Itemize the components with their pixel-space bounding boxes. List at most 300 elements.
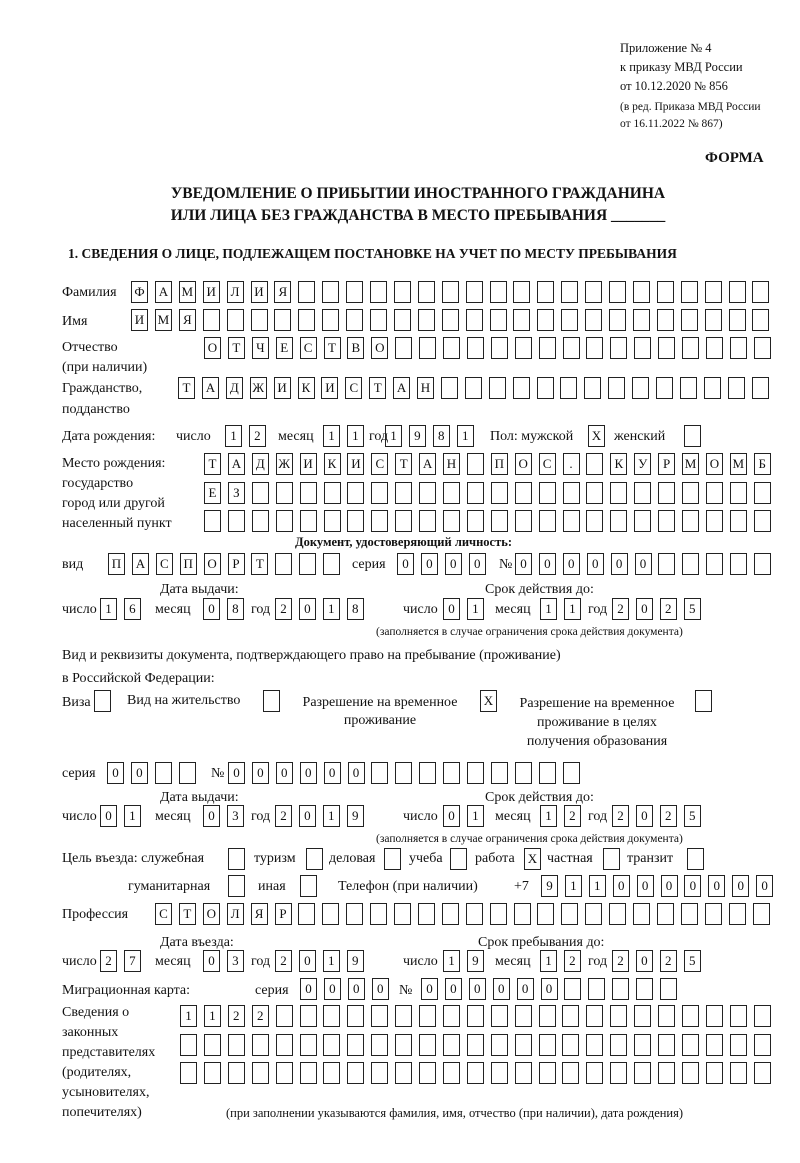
char-cell[interactable]: [562, 1005, 579, 1027]
char-cell[interactable]: [658, 337, 675, 359]
char-cell[interactable]: Р: [658, 453, 675, 475]
char-cell[interactable]: [322, 281, 339, 303]
char-cell[interactable]: 5: [684, 598, 701, 620]
char-cell[interactable]: [609, 281, 626, 303]
char-cell[interactable]: [563, 762, 580, 784]
char-cell[interactable]: 0: [100, 805, 117, 827]
char-cell[interactable]: О: [371, 337, 388, 359]
char-cell[interactable]: 1: [323, 805, 340, 827]
char-cell[interactable]: [680, 377, 697, 399]
char-cell[interactable]: 0: [469, 553, 486, 575]
char-cell[interactable]: М: [730, 453, 747, 475]
char-cell[interactable]: Я: [274, 281, 291, 303]
char-cell[interactable]: [395, 482, 412, 504]
checkbox[interactable]: [695, 690, 712, 712]
char-cell[interactable]: [754, 510, 771, 532]
char-cell[interactable]: 0: [732, 875, 749, 897]
char-cell[interactable]: [276, 510, 293, 532]
char-cell[interactable]: [729, 309, 746, 331]
char-cell[interactable]: [730, 553, 747, 575]
char-cell[interactable]: [491, 1034, 508, 1056]
char-cell[interactable]: [586, 1034, 603, 1056]
char-cell[interactable]: [585, 309, 602, 331]
checkbox[interactable]: [603, 848, 620, 870]
char-cell[interactable]: 5: [684, 950, 701, 972]
char-cell[interactable]: А: [155, 281, 172, 303]
char-cell[interactable]: [467, 510, 484, 532]
char-cell[interactable]: [419, 510, 436, 532]
checkbox[interactable]: [228, 848, 245, 870]
char-cell[interactable]: [419, 762, 436, 784]
char-cell[interactable]: [323, 1005, 340, 1027]
char-cell[interactable]: [682, 1062, 699, 1084]
char-cell[interactable]: [228, 1062, 245, 1084]
char-cell[interactable]: [562, 1034, 579, 1056]
char-cell[interactable]: [634, 337, 651, 359]
char-cell[interactable]: 6: [124, 598, 141, 620]
char-cell[interactable]: [562, 1062, 579, 1084]
checkbox[interactable]: [687, 848, 704, 870]
char-cell[interactable]: 0: [397, 553, 414, 575]
char-cell[interactable]: С: [371, 453, 388, 475]
char-cell[interactable]: [227, 309, 244, 331]
char-cell[interactable]: [395, 1005, 412, 1027]
char-cell[interactable]: 1: [565, 875, 582, 897]
char-cell[interactable]: [204, 510, 221, 532]
char-cell[interactable]: [180, 1062, 197, 1084]
char-cell[interactable]: [682, 510, 699, 532]
char-cell[interactable]: [252, 482, 269, 504]
char-cell[interactable]: 1: [347, 425, 364, 447]
char-cell[interactable]: [634, 482, 651, 504]
char-cell[interactable]: А: [202, 377, 219, 399]
char-cell[interactable]: 1: [225, 425, 242, 447]
char-cell[interactable]: К: [324, 453, 341, 475]
char-cell[interactable]: 0: [372, 978, 389, 1000]
char-cell[interactable]: [490, 309, 507, 331]
char-cell[interactable]: [491, 1062, 508, 1084]
char-cell[interactable]: 1: [323, 425, 340, 447]
char-cell[interactable]: [561, 903, 578, 925]
checkbox[interactable]: [450, 848, 467, 870]
char-cell[interactable]: 8: [227, 598, 244, 620]
char-cell[interactable]: [730, 482, 747, 504]
char-cell[interactable]: 2: [275, 805, 292, 827]
char-cell[interactable]: [251, 309, 268, 331]
char-cell[interactable]: Ж: [250, 377, 267, 399]
char-cell[interactable]: И: [251, 281, 268, 303]
char-cell[interactable]: [323, 553, 340, 575]
char-cell[interactable]: [489, 377, 506, 399]
char-cell[interactable]: 0: [421, 553, 438, 575]
char-cell[interactable]: [418, 281, 435, 303]
char-cell[interactable]: [564, 978, 581, 1000]
char-cell[interactable]: [491, 510, 508, 532]
char-cell[interactable]: А: [393, 377, 410, 399]
char-cell[interactable]: И: [321, 377, 338, 399]
char-cell[interactable]: [584, 377, 601, 399]
char-cell[interactable]: 0: [637, 875, 654, 897]
char-cell[interactable]: [371, 1034, 388, 1056]
char-cell[interactable]: [419, 482, 436, 504]
char-cell[interactable]: [347, 1034, 364, 1056]
char-cell[interactable]: 1: [540, 805, 557, 827]
char-cell[interactable]: 0: [324, 762, 341, 784]
char-cell[interactable]: М: [155, 309, 172, 331]
char-cell[interactable]: [443, 337, 460, 359]
char-cell[interactable]: [467, 482, 484, 504]
checkbox[interactable]: [306, 848, 323, 870]
char-cell[interactable]: [658, 553, 675, 575]
char-cell[interactable]: [276, 482, 293, 504]
char-cell[interactable]: 1: [467, 805, 484, 827]
char-cell[interactable]: 0: [445, 553, 462, 575]
char-cell[interactable]: 3: [227, 805, 244, 827]
char-cell[interactable]: [252, 1062, 269, 1084]
char-cell[interactable]: И: [300, 453, 317, 475]
char-cell[interactable]: [370, 309, 387, 331]
char-cell[interactable]: [300, 1005, 317, 1027]
char-cell[interactable]: 9: [409, 425, 426, 447]
char-cell[interactable]: [443, 1005, 460, 1027]
char-cell[interactable]: [660, 978, 677, 1000]
char-cell[interactable]: [347, 1062, 364, 1084]
char-cell[interactable]: [586, 453, 603, 475]
char-cell[interactable]: [466, 281, 483, 303]
char-cell[interactable]: И: [203, 281, 220, 303]
char-cell[interactable]: [179, 762, 196, 784]
char-cell[interactable]: 0: [636, 805, 653, 827]
checkbox[interactable]: [384, 848, 401, 870]
char-cell[interactable]: 2: [275, 950, 292, 972]
char-cell[interactable]: [537, 377, 554, 399]
char-cell[interactable]: С: [156, 553, 173, 575]
char-cell[interactable]: Ж: [276, 453, 293, 475]
char-cell[interactable]: [730, 1034, 747, 1056]
char-cell[interactable]: [609, 309, 626, 331]
char-cell[interactable]: 5: [684, 805, 701, 827]
char-cell[interactable]: [274, 309, 291, 331]
char-cell[interactable]: А: [132, 553, 149, 575]
char-cell[interactable]: [563, 510, 580, 532]
char-cell[interactable]: 2: [228, 1005, 245, 1027]
char-cell[interactable]: [610, 1034, 627, 1056]
char-cell[interactable]: [515, 510, 532, 532]
char-cell[interactable]: [730, 1062, 747, 1084]
char-cell[interactable]: [561, 281, 578, 303]
char-cell[interactable]: [610, 1005, 627, 1027]
char-cell[interactable]: 0: [299, 805, 316, 827]
char-cell[interactable]: З: [228, 482, 245, 504]
char-cell[interactable]: [467, 337, 484, 359]
char-cell[interactable]: 2: [612, 598, 629, 620]
char-cell[interactable]: [322, 309, 339, 331]
char-cell[interactable]: [706, 1005, 723, 1027]
char-cell[interactable]: А: [228, 453, 245, 475]
char-cell[interactable]: 0: [708, 875, 725, 897]
char-cell[interactable]: [705, 903, 722, 925]
char-cell[interactable]: [585, 281, 602, 303]
char-cell[interactable]: [705, 309, 722, 331]
char-cell[interactable]: [347, 482, 364, 504]
checkbox[interactable]: X: [480, 690, 497, 712]
char-cell[interactable]: [561, 309, 578, 331]
char-cell[interactable]: [467, 1062, 484, 1084]
char-cell[interactable]: Ч: [252, 337, 269, 359]
char-cell[interactable]: [370, 903, 387, 925]
char-cell[interactable]: [563, 482, 580, 504]
char-cell[interactable]: [658, 1062, 675, 1084]
char-cell[interactable]: [371, 762, 388, 784]
char-cell[interactable]: 9: [347, 950, 364, 972]
char-cell[interactable]: [563, 337, 580, 359]
char-cell[interactable]: 0: [299, 598, 316, 620]
char-cell[interactable]: [204, 1034, 221, 1056]
checkbox[interactable]: [263, 690, 280, 712]
char-cell[interactable]: О: [203, 903, 220, 925]
char-cell[interactable]: [298, 903, 315, 925]
char-cell[interactable]: 0: [613, 875, 630, 897]
char-cell[interactable]: 0: [443, 598, 460, 620]
char-cell[interactable]: [418, 309, 435, 331]
char-cell[interactable]: [466, 309, 483, 331]
char-cell[interactable]: [299, 553, 316, 575]
char-cell[interactable]: О: [204, 553, 221, 575]
char-cell[interactable]: 0: [563, 553, 580, 575]
char-cell[interactable]: [203, 309, 220, 331]
char-cell[interactable]: [324, 510, 341, 532]
char-cell[interactable]: [443, 1062, 460, 1084]
char-cell[interactable]: С: [345, 377, 362, 399]
char-cell[interactable]: [394, 903, 411, 925]
char-cell[interactable]: 1: [124, 805, 141, 827]
char-cell[interactable]: [513, 281, 530, 303]
char-cell[interactable]: 0: [299, 950, 316, 972]
char-cell[interactable]: [706, 1062, 723, 1084]
char-cell[interactable]: [588, 978, 605, 1000]
char-cell[interactable]: [180, 1034, 197, 1056]
char-cell[interactable]: [346, 281, 363, 303]
char-cell[interactable]: 1: [457, 425, 474, 447]
char-cell[interactable]: [394, 281, 411, 303]
char-cell[interactable]: 0: [587, 553, 604, 575]
char-cell[interactable]: 2: [660, 950, 677, 972]
char-cell[interactable]: .: [563, 453, 580, 475]
char-cell[interactable]: [586, 482, 603, 504]
char-cell[interactable]: [682, 337, 699, 359]
char-cell[interactable]: 7: [124, 950, 141, 972]
char-cell[interactable]: К: [298, 377, 315, 399]
char-cell[interactable]: [467, 453, 484, 475]
char-cell[interactable]: [491, 337, 508, 359]
char-cell[interactable]: 2: [660, 805, 677, 827]
char-cell[interactable]: [515, 337, 532, 359]
char-cell[interactable]: 0: [421, 978, 438, 1000]
char-cell[interactable]: [634, 510, 651, 532]
char-cell[interactable]: 2: [564, 805, 581, 827]
char-cell[interactable]: [324, 482, 341, 504]
char-cell[interactable]: [706, 553, 723, 575]
char-cell[interactable]: [276, 1034, 293, 1056]
char-cell[interactable]: [586, 1062, 603, 1084]
char-cell[interactable]: 1: [589, 875, 606, 897]
char-cell[interactable]: [730, 1005, 747, 1027]
char-cell[interactable]: И: [347, 453, 364, 475]
char-cell[interactable]: [658, 1034, 675, 1056]
char-cell[interactable]: 1: [323, 598, 340, 620]
char-cell[interactable]: [754, 1005, 771, 1027]
char-cell[interactable]: [609, 903, 626, 925]
char-cell[interactable]: 0: [107, 762, 124, 784]
char-cell[interactable]: 0: [252, 762, 269, 784]
char-cell[interactable]: Д: [226, 377, 243, 399]
char-cell[interactable]: [705, 281, 722, 303]
char-cell[interactable]: [323, 1062, 340, 1084]
checkbox[interactable]: [228, 875, 245, 897]
char-cell[interactable]: 2: [249, 425, 266, 447]
char-cell[interactable]: 9: [347, 805, 364, 827]
char-cell[interactable]: А: [419, 453, 436, 475]
char-cell[interactable]: [395, 762, 412, 784]
char-cell[interactable]: [419, 1005, 436, 1027]
char-cell[interactable]: 0: [517, 978, 534, 1000]
char-cell[interactable]: 0: [300, 978, 317, 1000]
char-cell[interactable]: Н: [443, 453, 460, 475]
char-cell[interactable]: П: [108, 553, 125, 575]
char-cell[interactable]: [513, 309, 530, 331]
char-cell[interactable]: 1: [100, 598, 117, 620]
char-cell[interactable]: О: [706, 453, 723, 475]
char-cell[interactable]: Я: [179, 309, 196, 331]
char-cell[interactable]: [515, 482, 532, 504]
char-cell[interactable]: [704, 377, 721, 399]
char-cell[interactable]: 0: [348, 978, 365, 1000]
char-cell[interactable]: [371, 1005, 388, 1027]
char-cell[interactable]: [537, 903, 554, 925]
char-cell[interactable]: 9: [467, 950, 484, 972]
char-cell[interactable]: 0: [636, 598, 653, 620]
char-cell[interactable]: [276, 1005, 293, 1027]
char-cell[interactable]: С: [300, 337, 317, 359]
char-cell[interactable]: [657, 309, 674, 331]
char-cell[interactable]: [658, 510, 675, 532]
char-cell[interactable]: Т: [395, 453, 412, 475]
char-cell[interactable]: [155, 762, 172, 784]
char-cell[interactable]: [514, 903, 531, 925]
char-cell[interactable]: [322, 903, 339, 925]
char-cell[interactable]: [300, 482, 317, 504]
char-cell[interactable]: Е: [276, 337, 293, 359]
char-cell[interactable]: [585, 903, 602, 925]
char-cell[interactable]: [276, 1062, 293, 1084]
char-cell[interactable]: [323, 1034, 340, 1056]
char-cell[interactable]: О: [515, 453, 532, 475]
char-cell[interactable]: [754, 1034, 771, 1056]
char-cell[interactable]: [682, 553, 699, 575]
char-cell[interactable]: [633, 309, 650, 331]
char-cell[interactable]: [656, 377, 673, 399]
char-cell[interactable]: [752, 309, 769, 331]
char-cell[interactable]: [467, 1005, 484, 1027]
char-cell[interactable]: 0: [635, 553, 652, 575]
char-cell[interactable]: 0: [493, 978, 510, 1000]
char-cell[interactable]: [681, 309, 698, 331]
char-cell[interactable]: 0: [661, 875, 678, 897]
char-cell[interactable]: [418, 903, 435, 925]
char-cell[interactable]: [634, 1034, 651, 1056]
char-cell[interactable]: [395, 510, 412, 532]
char-cell[interactable]: [682, 1034, 699, 1056]
char-cell[interactable]: [491, 762, 508, 784]
char-cell[interactable]: [539, 510, 556, 532]
char-cell[interactable]: [657, 281, 674, 303]
checkbox[interactable]: [300, 875, 317, 897]
char-cell[interactable]: 0: [611, 553, 628, 575]
char-cell[interactable]: [466, 903, 483, 925]
char-cell[interactable]: 0: [276, 762, 293, 784]
char-cell[interactable]: [490, 281, 507, 303]
char-cell[interactable]: [275, 553, 292, 575]
char-cell[interactable]: [252, 1034, 269, 1056]
char-cell[interactable]: [728, 377, 745, 399]
char-cell[interactable]: 0: [684, 875, 701, 897]
char-cell[interactable]: У: [634, 453, 651, 475]
char-cell[interactable]: 8: [347, 598, 364, 620]
char-cell[interactable]: 2: [252, 1005, 269, 1027]
char-cell[interactable]: [346, 903, 363, 925]
char-cell[interactable]: [395, 1034, 412, 1056]
char-cell[interactable]: 1: [564, 598, 581, 620]
char-cell[interactable]: [443, 762, 460, 784]
char-cell[interactable]: 9: [541, 875, 558, 897]
char-cell[interactable]: 0: [348, 762, 365, 784]
char-cell[interactable]: [634, 1062, 651, 1084]
char-cell[interactable]: 1: [540, 950, 557, 972]
char-cell[interactable]: Н: [417, 377, 434, 399]
char-cell[interactable]: 0: [636, 950, 653, 972]
char-cell[interactable]: 2: [612, 805, 629, 827]
char-cell[interactable]: [753, 903, 770, 925]
char-cell[interactable]: 0: [324, 978, 341, 1000]
char-cell[interactable]: [298, 309, 315, 331]
char-cell[interactable]: Я: [251, 903, 268, 925]
char-cell[interactable]: 2: [612, 950, 629, 972]
char-cell[interactable]: [443, 1034, 460, 1056]
char-cell[interactable]: [539, 1062, 556, 1084]
char-cell[interactable]: [515, 1005, 532, 1027]
char-cell[interactable]: 0: [203, 805, 220, 827]
char-cell[interactable]: [586, 337, 603, 359]
char-cell[interactable]: Т: [324, 337, 341, 359]
char-cell[interactable]: [300, 510, 317, 532]
char-cell[interactable]: [560, 377, 577, 399]
char-cell[interactable]: [465, 377, 482, 399]
char-cell[interactable]: [347, 1005, 364, 1027]
char-cell[interactable]: [706, 482, 723, 504]
char-cell[interactable]: 1: [443, 950, 460, 972]
char-cell[interactable]: [633, 281, 650, 303]
char-cell[interactable]: [490, 903, 507, 925]
char-cell[interactable]: [515, 1062, 532, 1084]
char-cell[interactable]: С: [155, 903, 172, 925]
char-cell[interactable]: [491, 1005, 508, 1027]
char-cell[interactable]: [610, 510, 627, 532]
char-cell[interactable]: [228, 1034, 245, 1056]
char-cell[interactable]: [467, 762, 484, 784]
char-cell[interactable]: 0: [541, 978, 558, 1000]
char-cell[interactable]: 0: [131, 762, 148, 784]
char-cell[interactable]: 1: [180, 1005, 197, 1027]
